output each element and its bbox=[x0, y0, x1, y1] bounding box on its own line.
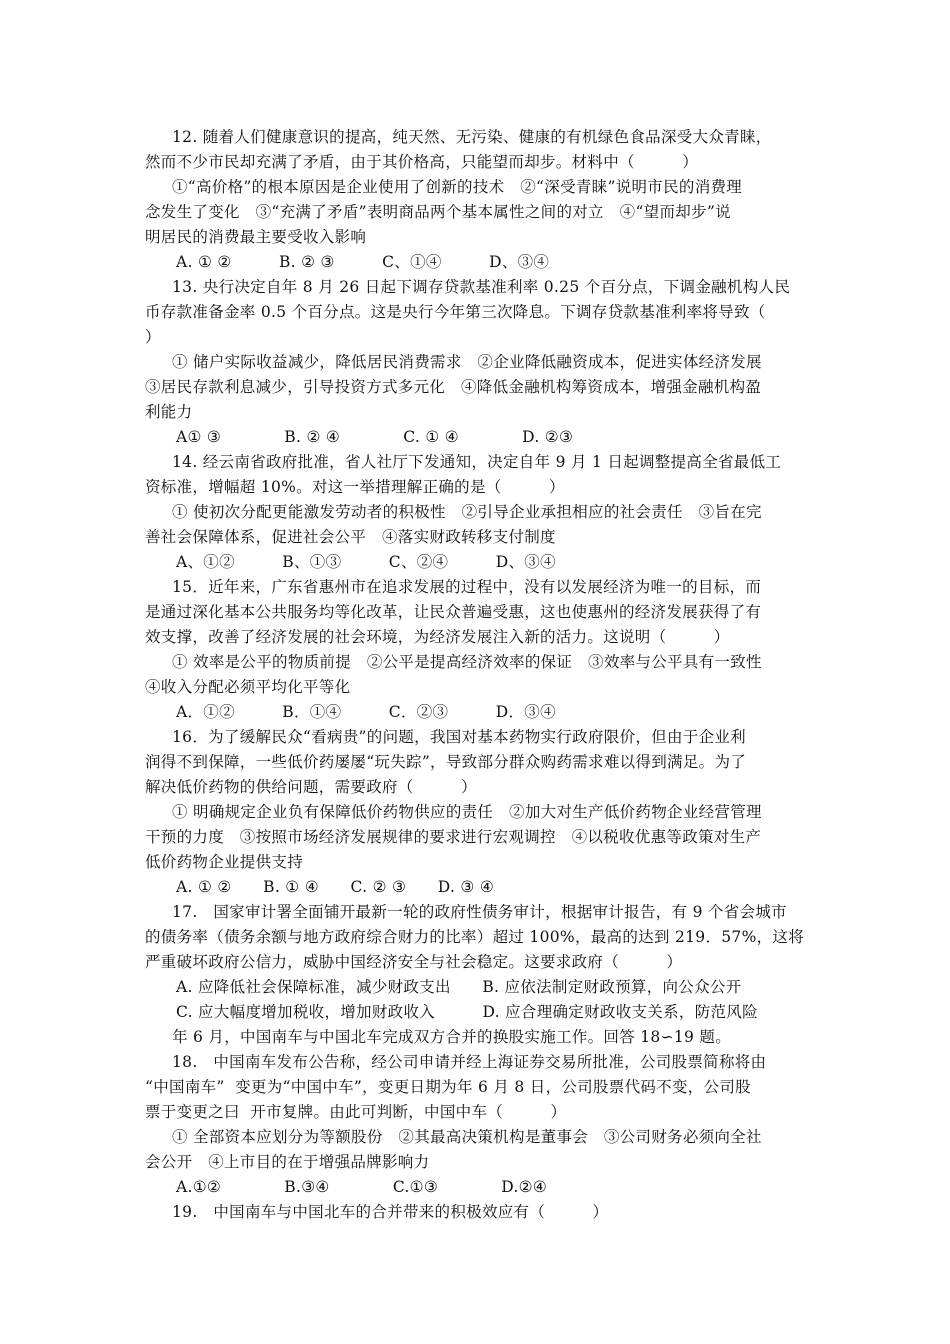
q14-statements-line2: 善社会保障体系，促进社会公平 ④落实财政转移支付制度 bbox=[145, 528, 556, 546]
q18-stem-line2: “中国南车” 变更为“中国中车”，变更日期为年 6 月 8 日，公司股票代码不变，公司股 bbox=[145, 1078, 751, 1096]
q12-stem-line1: 12. 随着人们健康意识的提高，纯天然、无污染、健康的有机绿色食品深受大众青睐， bbox=[172, 128, 772, 146]
q13-stem-line3: ） bbox=[145, 328, 161, 346]
q15-statements-line1: ① 效率是公平的物质前提 ②公平是提高经济效率的保证 ③效率与公平具有一致性 bbox=[172, 653, 762, 671]
q17-stem-line3: 严重破坏政府公信力，威胁中国经济安全与社会稳定。这要求政府（ ） bbox=[145, 953, 683, 971]
q12-stem-line2: 然而不少市民却充满了矛盾，由于其价格高，只能望而却步。材料中（ ） bbox=[145, 153, 699, 171]
q12-statements-line2: 念发生了变化 ③“充满了矛盾”表明商品两个基本属性之间的对立 ④“望而却步”说 bbox=[145, 203, 731, 221]
q16-stem-line1: 16．为了缓解民众“看病贵”的问题，我国对基本药物实行政府限价，但由于企业利 bbox=[172, 728, 746, 746]
q16-stem-line2: 润得不到保障，一些低价药屡屡“玩失踪”，导致部分群众购药需求难以得到满足。为了 bbox=[145, 753, 747, 771]
q13-stem-line2: 币存款准备金率 0.5 个百分点。这是央行今年第三次降息。下调存贷款基准利率将导致（ bbox=[145, 303, 766, 321]
q15-stem-line1: 15．近年来，广东省惠州市在追求发展的过程中，没有以发展经济为唯一的目标，而 bbox=[172, 578, 762, 596]
q14-stem-line1: 14. 经云南省政府批准，省人社厅下发通知，决定自年 9 月 1 日起调整提高全省最低工 bbox=[172, 453, 782, 471]
q18-statements-line1: ① 全部资本应划分为等额股份 ②其最高决策机构是董事会 ③公司财务必须向全社 bbox=[172, 1128, 762, 1146]
q14-options: A、①② B、①③ C、②④ D、③④ bbox=[176, 553, 556, 571]
q13-statements-line2: ③居民存款利息减少，引导投资方式多元化 ④降低金融机构筹资成本，增强金融机构盈 bbox=[145, 378, 762, 396]
q16-statements-line2: 干预的力度 ③按照市场经济发展规律的要求进行宏观调控 ④以税收优惠等政策对生产 bbox=[145, 828, 762, 846]
q15-stem-line2: 是通过深化基本公共服务均等化改革，让民众普遍受惠，这也使惠州的经济发展获得了有 bbox=[145, 603, 762, 621]
q16-statements-line1: ① 明确规定企业负有保障低价药物供应的责任 ②加大对生产低价药物企业经营管理 bbox=[172, 803, 762, 821]
q15-stem-line3: 效支撑，改善了经济发展的社会环境，为经济发展注入新的活力。这说明（ ） bbox=[145, 628, 730, 646]
q16-stem-line3: 解决低价药物的供给问题，需要政府（ ） bbox=[145, 778, 477, 796]
q17-options-cd: C. 应大幅度增加税收，增加财政收入 D. 应合理确定财政收支关系，防范风险 bbox=[176, 1003, 758, 1021]
q13-options: A① ③ B. ② ④ C. ① ④ D. ②③ bbox=[176, 428, 574, 446]
q12-options: A. ① ② B. ② ③ C、①④ D、③④ bbox=[176, 253, 550, 271]
q13-stem-line1: 13. 央行决定自年 8 月 26 日起下调存贷款基准利率 0.25 个百分点，下调金融机构人民 bbox=[172, 278, 791, 296]
q13-statements-line1: ① 储户实际收益减少，降低居民消费需求 ②企业降低融资成本，促进实体经济发展 bbox=[172, 353, 762, 371]
q14-statements-line1: ① 使初次分配更能激发劳动者的积极性 ②引导企业承担相应的社会责任 ③旨在完 bbox=[172, 503, 762, 521]
q18-stem-line3: 票于变更之曰 开市复牌。由此可判断，中国中车（ ） bbox=[145, 1103, 567, 1121]
q18-options: A.①② B.③④ C.①③ D.②④ bbox=[176, 1178, 548, 1196]
q14-stem-line2: 资标准，增幅超 10%。对这一举措理解正确的是（ ） bbox=[145, 478, 565, 496]
q17-stem-line2: 的债务率（债务余额与地方政府综合财力的比率）超过 100%，最高的达到 219．57%，这将 bbox=[145, 928, 805, 946]
q16-statements-line3: 低价药物企业提供支持 bbox=[145, 853, 304, 871]
q15-options: A．①② B．①④ C．②③ D．③④ bbox=[176, 703, 556, 721]
q17-stem-line1: 17. 国家审计署全面铺开最新一轮的政府性债务审计，根据审计报告，有 9 个省会城市 bbox=[172, 903, 787, 921]
q15-statements-line2: ④收入分配必须平均化平等化 bbox=[145, 678, 351, 696]
q12-statements-line1: ①“高价格”的根本原因是企业使用了创新的技术 ②“深受青睐”说明市民的消费理 bbox=[172, 178, 743, 196]
q18-stem-line1: 18. 中国南车发布公告称，经公司申请并经上海证券交易所批准，公司股票简称将由 bbox=[172, 1053, 767, 1071]
q12-statements-line3: 明居民的消费最主要受收入影响 bbox=[145, 228, 367, 246]
q18-19-intro: 年 6 月，中国南车与中国北车完成双方合并的换股实施工作。回答 18∽19 题。 bbox=[172, 1028, 732, 1046]
q17-options-ab: A. 应降低社会保障标准，减少财政支出 B. 应依法制定财政预算，向公众公开 bbox=[176, 978, 742, 996]
q19-stem: 19. 中国南车与中国北车的合并带来的积极效应有（ ） bbox=[172, 1203, 609, 1221]
q13-statements-line3: 利能力 bbox=[145, 403, 193, 421]
q18-statements-line2: 会公开 ④上市目的在于增强品牌影响力 bbox=[145, 1153, 430, 1171]
q16-options: A. ① ② B. ① ④ C. ② ③ D. ③ ④ bbox=[176, 878, 495, 896]
